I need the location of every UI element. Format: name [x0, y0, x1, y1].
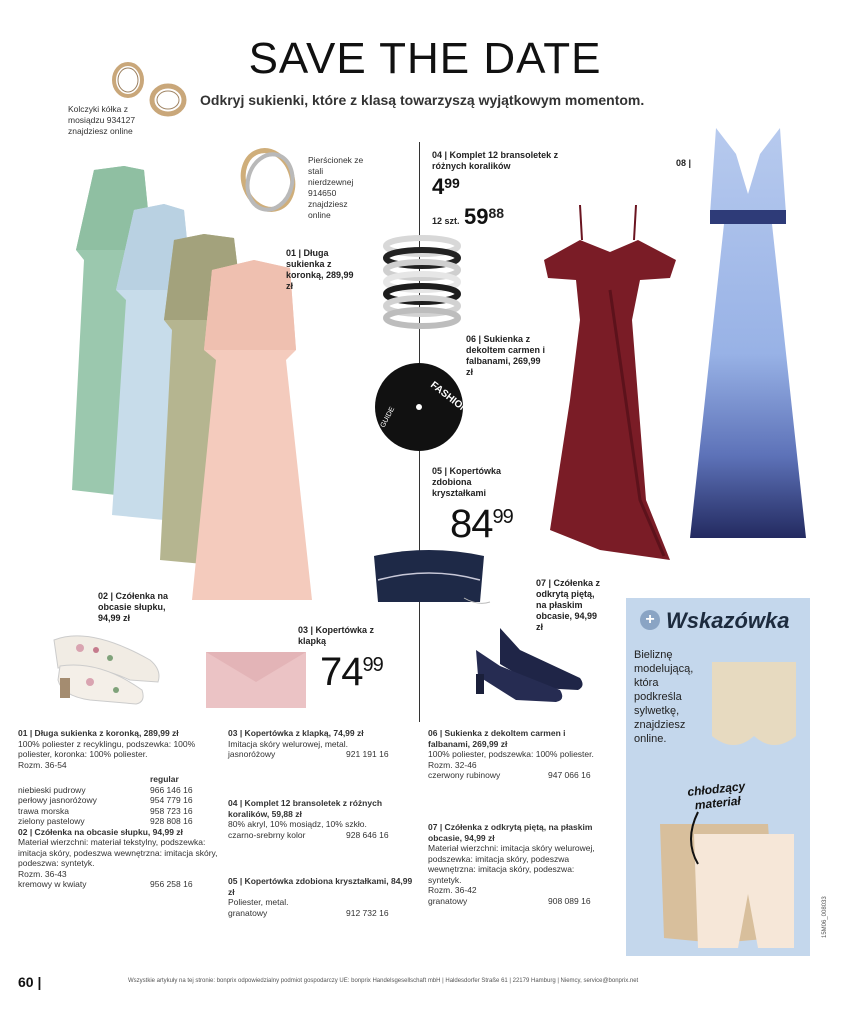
label-05: 05 | Kopertówka zdobiona kryształkami	[432, 466, 502, 498]
detail-07: 07 | Czółenka z odkrytą piętą, na płaskim obcasie, 94,99 zł Materiał wierzchni: imitacja skóry welurowej, podszewka: imitacja skóry, podeszwa wewnętrzna: imitacja skóry, podeszwa: syntetyk. Rozm. 36-42 granatowy 908 089 16	[428, 822, 595, 906]
page-number: 60 |	[18, 974, 42, 990]
price-04-set: 12 szt. 5988	[432, 204, 505, 229]
ring-text: Pierścionek ze stali nierdzewnej 914650 znajdziesz online	[308, 155, 364, 220]
label-08: 08 |	[676, 158, 692, 168]
dress-08-image	[686, 124, 810, 538]
detail-03: 03 | Kopertówka z klapką, 74,99 zł Imitacja skóry welurowej, metal. jasnoróżowy 921 191 16	[228, 728, 389, 759]
bracelets-image	[382, 234, 462, 336]
tip-title: Wskazówka	[666, 608, 790, 633]
price-05: $84^{99}$	[450, 502, 513, 546]
detail-01-row: trawa morska 958 723 16	[18, 805, 193, 816]
label-07: 07 | Czółenka z odkrytą piętą, na płaskim obcasie, 94,99 zł	[536, 578, 601, 632]
badge-top-text: FASHION	[428, 379, 470, 416]
shoes-07-image	[470, 620, 590, 704]
label-06: 06 | Sukienka z dekoltem carmen i falbanami, 269,99 zł	[466, 334, 546, 377]
tip-box	[626, 598, 810, 956]
fashion-guide-badge	[374, 362, 470, 452]
price-03: $74^{99}$	[320, 650, 383, 694]
badge-bottom-text: GUIDE	[379, 406, 397, 429]
cooling-label: chłodzący materiał	[686, 779, 746, 813]
label-03: 03 | Kopertówka z klapką	[298, 625, 375, 646]
dresses-01-image	[64, 160, 324, 600]
dress-06-image	[540, 200, 680, 560]
label-04: 04 | Komplet 12 bransoletek z różnych koralików	[432, 150, 559, 171]
plus-icon: +	[640, 610, 660, 630]
label-02: 02 | Czółenka na obcasie słupku, 94,99 zł	[98, 591, 169, 623]
shorts-image	[658, 820, 798, 950]
footer-legal: Wszystkie artykuły na tej stronie: bonprix odpowiedzialny podmiot gospodarczy UE: bonprix Handelsgesellschaft mbH | Haldesdorfer Straße 61 | 22179 Hamburg | Niemcy, service@bonprix.net	[128, 978, 639, 984]
page-subtitle: Odkryj sukienki, które z klasą towarzyszą wyjątkowym momentom.	[200, 92, 645, 108]
detail-05: 05 | Kopertówka zdobiona kryształkami, 84,99 zł Poliester, metal. granatowy 912 732 16	[228, 876, 413, 918]
detail-01-row: perłowy jasnoróżowy 954 779 16	[18, 795, 193, 805]
clutch-05-image	[368, 546, 490, 606]
label-01: 01 | Długa sukienka z koronką, 289,99 zł	[286, 248, 354, 291]
detail-01-row: zielony pastelowy 928 808 16	[18, 816, 193, 826]
tip-text: Bieliznę modelującą, która podkreśla sylwetkę, znajdziesz online.	[634, 649, 694, 745]
detail-06: 06 | Sukienka z dekoltem carmen i falbanami, 269,99 zł 100% poliester, podszewka: 100% poliester. Rozm. 32-46 czerwony rubinowy 947 066 16	[428, 728, 594, 780]
detail-01-row: niebieski pudrowy 966 146 16	[18, 784, 193, 795]
detail-04: 04 | Komplet 12 bransoletek z różnych koralików, 59,88 zł 80% akryl, 10% mosiądz, 10% szkło. czarno-srebrny kolor 928 646 16	[228, 798, 389, 840]
shapewear-image	[704, 656, 804, 756]
detail-01: 01 | Długa sukienka z koronką, 289,99 zł 100% poliester z recyklingu, podszewka: 100% poliester, koronka: 100% poliester. Rozm. 36-54 regular niebieski pudrowy 966 146 16 perłowy jasnoróżowy 954 779 16 trawa morska 958 723 16 zielony pastelowy 928 808 16 02 | Czółenka na obcasie słupku, 94,99 zł Materiał wierzchni: materiał tekstylny, podszewka: imitacja skóry, podeszwa wewnętrzna: imitacja skóry, podeszwa: syntetyk. Rozm. 36-43 kremowy w kwiaty 956 258 16	[18, 728, 218, 889]
price-04: $4^{99}$	[432, 174, 460, 199]
clutch-03-image	[204, 650, 308, 710]
shoes-02-image	[50, 620, 170, 706]
page-title: SAVE THE DATE	[248, 34, 602, 83]
footer-code: 15M06_008033	[822, 896, 828, 938]
earrings-text: Kolczyki kółka z mosiądzu 934127 znajdziesz online	[68, 104, 136, 136]
